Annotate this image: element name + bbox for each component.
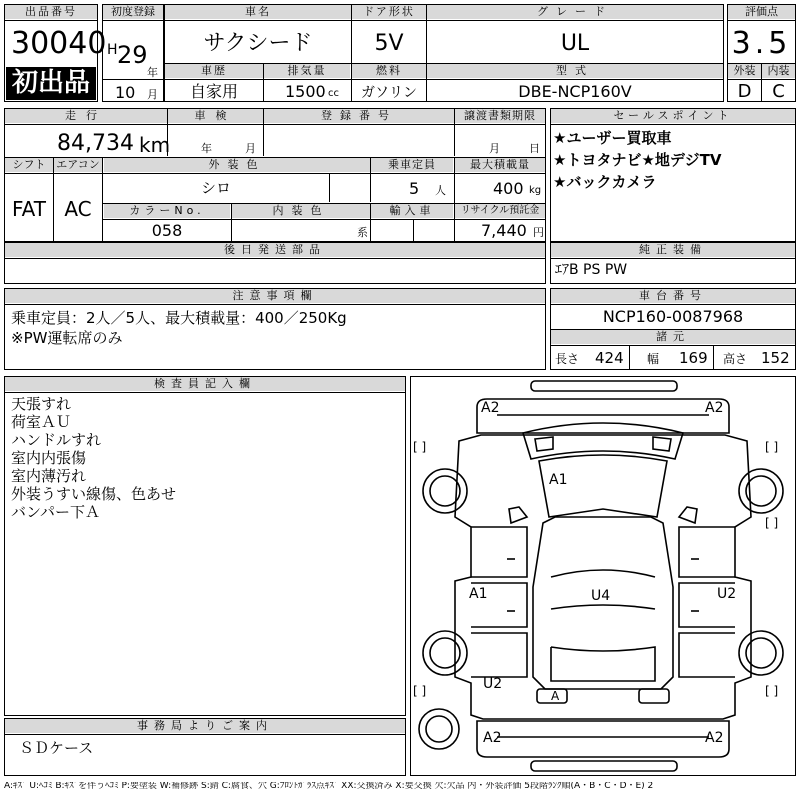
interior-color-suffix: 系 [357, 226, 368, 239]
office-header: 事務局よりご案内 [5, 719, 405, 733]
recycle-unit: 円 [533, 226, 544, 239]
legend-text: A:ｷｽﾞ U:ﾍｺﾐ B:ｷｽﾞを伴うﾍｺﾐ P:要塗装 W:補修跡 S:錆 C:腐食、穴 G:ﾌﾛﾝﾄｶﾞﾗｽ点ｷｽﾞ XX:交換済み X:要交換 欠:欠品 内・外装評価 5段階ﾗﾝｸ順(A・B・C・D・E) 2 [4, 782, 654, 791]
lot-header: 出品番号 [5, 5, 97, 19]
car-outline [411, 377, 795, 775]
damage-mark-u2: U2 [717, 586, 737, 602]
score-value: 3.5 [731, 26, 792, 61]
notes-header: 注意事項欄 [5, 289, 545, 303]
damage-mark-u2: U2 [483, 676, 503, 692]
damage-mark-u4: U4 [591, 588, 611, 604]
capacity-value: 5 [409, 179, 420, 198]
inspector-line: 荷室ＡＵ [11, 413, 72, 431]
mileage-unit: km [139, 133, 171, 157]
lot-box [4, 4, 107, 102]
mileage-header: 走行 [5, 109, 167, 123]
shift-header: シフト [5, 158, 53, 172]
interior-color-header: 内装色 [232, 204, 370, 218]
chassis-box [550, 288, 796, 370]
notes-box [4, 288, 546, 370]
mileage-value: 84,734 [57, 131, 134, 156]
height-label: 高さ [723, 352, 748, 366]
chassis-value: NCP160-0087968 [602, 307, 744, 326]
transfer-doc-header: 譲渡書類期限 [455, 109, 545, 123]
color-number-value: 058 [151, 221, 183, 240]
damage-mark-a1: A1 [549, 472, 568, 488]
recycle-value: 7,440 [481, 221, 527, 240]
inspection-month-unit: 月 [245, 142, 256, 155]
registration-year: 29 [117, 41, 148, 69]
later-parts-header: 後日発送部品 [5, 243, 545, 257]
inspector-line: 外装うすい線傷、色あせ [11, 485, 177, 503]
history-value: 自家用 [189, 82, 238, 101]
inspector-line: バンパー下Ａ [11, 503, 100, 521]
max-load-header: 最大積載量 [455, 158, 545, 172]
grade-value: UL [560, 31, 590, 56]
inspector-header: 検査員記入欄 [5, 377, 405, 391]
year-unit: 年 [147, 66, 158, 79]
first-listing-badge [6, 67, 96, 100]
registration-month: 10 [115, 83, 136, 102]
notes-line: 乗車定員：2人／5人、最大積載量：400／250Kg [11, 309, 347, 327]
inspector-line: 天張すれ [11, 395, 72, 413]
score-box [727, 4, 796, 102]
sales-point-item: ★トヨタナビ★地デジTV [553, 151, 722, 169]
office-value: ＳＤケース [19, 739, 94, 757]
damage-diagram [410, 376, 796, 776]
door-type-value: 5V [374, 31, 404, 56]
import-header: 輸入車 [371, 204, 453, 218]
capacity-header: 乗車定員 [371, 158, 453, 172]
dimensions-header: 諸元 [551, 330, 795, 344]
exterior-color-header: 外装色 [104, 158, 370, 172]
specs-box [4, 108, 546, 242]
genuine-equipment-value: ｴｱB PS PW [555, 262, 628, 278]
first-registration-header: 初度登録 [103, 5, 163, 19]
sales-points-header: セールスポイント [551, 109, 795, 123]
color-number-header: カラーNo. [104, 204, 230, 218]
vehicle-info-box [164, 4, 724, 102]
ac-header: エアコン [54, 158, 102, 172]
damage-mark-a2: A2 [481, 400, 500, 416]
exterior-color-value: シロ [200, 179, 231, 197]
bracket-mark: [ ] [765, 516, 779, 530]
width-value: 169 [679, 349, 708, 367]
genuine-equipment-box [550, 242, 796, 284]
history-header: 車歴 [165, 64, 263, 78]
lot-number: 30040 [11, 26, 107, 61]
genuine-equipment-header: 純正装備 [551, 243, 795, 257]
registration-number-header: 登録番号 [264, 109, 454, 123]
width-label: 幅 [647, 352, 660, 366]
damage-mark-a2: A2 [483, 730, 502, 746]
max-load-value: 400 [493, 179, 524, 198]
exterior-grade-value: D [737, 81, 752, 102]
chassis-header: 車台番号 [551, 289, 795, 303]
era-letter: H [107, 42, 118, 58]
door-type-header: ドア形状 [352, 5, 426, 19]
score-header: 評価点 [728, 5, 795, 19]
displacement-value: 1500 [285, 82, 326, 101]
transfer-day-unit: 日 [529, 142, 540, 155]
later-parts-box [4, 242, 546, 284]
inspector-line: 室内内張傷 [11, 449, 87, 467]
sales-point-item: ★バックカメラ [553, 173, 657, 191]
capacity-unit: 人 [435, 184, 446, 197]
length-value: 424 [595, 349, 624, 367]
model-header: 型式 [427, 64, 723, 78]
length-label: 長さ [555, 352, 580, 366]
inspector-box [4, 376, 406, 716]
displacement-header: 排気量 [264, 64, 350, 78]
car-name-header: 車名 [165, 5, 351, 19]
inspection-header: 車検 [168, 109, 263, 123]
recycle-header: リサイクル預託金 [455, 204, 545, 218]
ac-value: AC [64, 197, 92, 221]
bracket-mark: [ ] [765, 684, 779, 698]
fuel-header: 燃料 [352, 64, 426, 78]
interior-grade-value: C [772, 81, 785, 102]
first-registration-box [102, 4, 164, 102]
bracket-mark: [ ] [413, 440, 427, 454]
inspection-year-unit: 年 [201, 142, 212, 155]
month-unit: 月 [147, 88, 158, 101]
displacement-unit: cc [328, 88, 339, 99]
shift-value: FAT [11, 197, 46, 221]
car-name-value: サクシード [203, 31, 313, 56]
inspector-line: 室内薄汚れ [11, 467, 87, 485]
damage-mark-a1: A1 [469, 586, 488, 602]
bracket-mark: [ ] [765, 440, 779, 454]
model-value: DBE-NCP160V [518, 82, 632, 101]
grade-header: グレード [427, 5, 723, 19]
office-box [4, 718, 406, 776]
max-load-unit: kg [529, 185, 542, 196]
fuel-value: ガソリン [361, 85, 417, 101]
sales-points-box [550, 108, 796, 242]
inspector-line: ハンドルすれ [11, 431, 102, 449]
bracket-mark: [ ] [413, 684, 427, 698]
notes-line: ※PW運転席のみ [11, 329, 123, 347]
exterior-grade-header: 外装 [728, 64, 761, 78]
first-listing-label: 初出品 [11, 68, 90, 98]
damage-mark-a: A [551, 689, 560, 703]
transfer-month-unit: 月 [489, 142, 500, 155]
interior-grade-header: 内装 [762, 64, 795, 78]
damage-mark-a2: A2 [705, 730, 724, 746]
sales-point-item: ★ユーザー買取車 [553, 129, 672, 147]
height-value: 152 [761, 349, 790, 367]
damage-mark-a2: A2 [705, 400, 724, 416]
